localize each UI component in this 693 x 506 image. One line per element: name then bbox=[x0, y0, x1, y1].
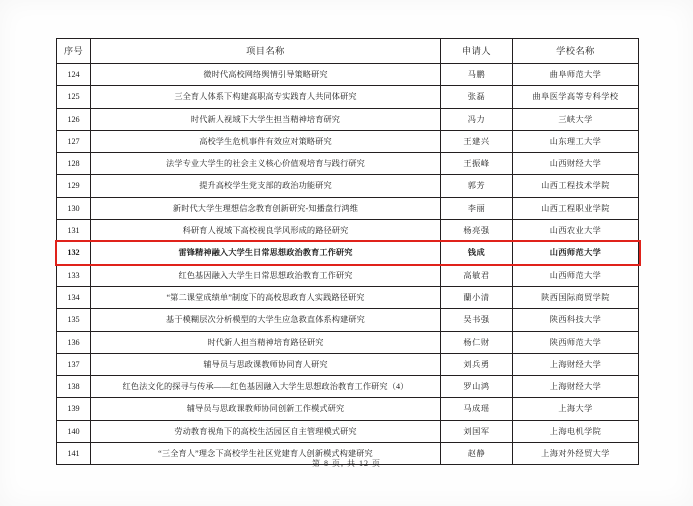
table-row bbox=[57, 376, 639, 398]
cell-school: 三峡大学 bbox=[513, 108, 639, 130]
cell-applicant: 李丽 bbox=[441, 197, 513, 219]
cell-school: 陕西国际商贸学院 bbox=[513, 286, 639, 308]
cell-school: 山西财经大学 bbox=[513, 153, 639, 175]
cell-school: 上海大学 bbox=[513, 398, 639, 420]
cell-project-name: 高校学生危机事件有效应对策略研究 bbox=[91, 130, 441, 152]
cell-school: 曲阜师范大学 bbox=[513, 64, 639, 86]
cell-applicant: 王建兴 bbox=[441, 130, 513, 152]
cell-applicant: 杨亮强 bbox=[441, 220, 513, 242]
table-header-row bbox=[57, 39, 639, 64]
project-list-table bbox=[56, 38, 639, 465]
cell-project-name: 劳动教育视角下的高校生活园区自主管理模式研究 bbox=[91, 420, 441, 442]
cell-school: 上海财经大学 bbox=[513, 376, 639, 398]
column-header-school: 学校名称 bbox=[513, 39, 639, 64]
cell-applicant: 刘兵勇 bbox=[441, 353, 513, 375]
cell-no: 132 bbox=[57, 242, 91, 264]
cell-project-name: 时代新人担当精神培育路径研究 bbox=[91, 331, 441, 353]
table-row bbox=[57, 420, 639, 442]
cell-no: 128 bbox=[57, 153, 91, 175]
cell-school: 上海财经大学 bbox=[513, 353, 639, 375]
cell-school: 曲阜医学高等专科学校 bbox=[513, 86, 639, 108]
cell-applicant: 刘国军 bbox=[441, 420, 513, 442]
cell-project-name: 辅导员与思政课教师协同创新工作模式研究 bbox=[91, 398, 441, 420]
table-row bbox=[57, 398, 639, 420]
cell-no: 136 bbox=[57, 331, 91, 353]
cell-applicant: 王振峰 bbox=[441, 153, 513, 175]
cell-school: 陕西科技大学 bbox=[513, 309, 639, 331]
cell-applicant: 郭芳 bbox=[441, 175, 513, 197]
cell-school: 山西工程技术学院 bbox=[513, 175, 639, 197]
cell-no: 141 bbox=[57, 443, 91, 465]
cell-no: 138 bbox=[57, 376, 91, 398]
cell-project-name: 三全育人体系下构建高职高专实践育人共同体研究 bbox=[91, 86, 441, 108]
table-row bbox=[57, 108, 639, 130]
cell-applicant: 吴书强 bbox=[441, 309, 513, 331]
cell-project-name: 时代新人视域下大学生担当精神培育研究 bbox=[91, 108, 441, 130]
column-header-project-name: 项目名称 bbox=[91, 39, 441, 64]
table-row bbox=[57, 130, 639, 152]
cell-no: 139 bbox=[57, 398, 91, 420]
cell-no: 133 bbox=[57, 264, 91, 286]
cell-no: 140 bbox=[57, 420, 91, 442]
cell-project-name: “三全育人”理念下高校学生社区党建育人创新模式构建研究 bbox=[91, 443, 441, 465]
cell-project-name: 红色基因融入大学生日常思想政治教育工作研究 bbox=[91, 264, 441, 286]
cell-school: 山西师范大学 bbox=[513, 242, 639, 264]
table-row bbox=[57, 353, 639, 375]
cell-school: 山东理工大学 bbox=[513, 130, 639, 152]
cell-applicant: 杨仁财 bbox=[441, 331, 513, 353]
table-row bbox=[57, 264, 639, 286]
table-row bbox=[57, 331, 639, 353]
cell-project-name: 辅导员与思政课教师协同育人研究 bbox=[91, 353, 441, 375]
cell-school: 上海电机学院 bbox=[513, 420, 639, 442]
column-header-applicant: 申请人 bbox=[441, 39, 513, 64]
cell-school: 陕西师范大学 bbox=[513, 331, 639, 353]
cell-school: 山西师范大学 bbox=[513, 264, 639, 286]
cell-project-name: 新时代大学生理想信念教育创新研究-知播盘行鸿维 bbox=[91, 197, 441, 219]
cell-no: 131 bbox=[57, 220, 91, 242]
cell-applicant: 马成瑶 bbox=[441, 398, 513, 420]
table-header bbox=[57, 39, 639, 64]
cell-project-name: 红色法文化的探寻与传承——红色基因融入大学生思想政治教育工作研究（4） bbox=[91, 376, 441, 398]
cell-no: 129 bbox=[57, 175, 91, 197]
cell-no: 137 bbox=[57, 353, 91, 375]
cell-no: 130 bbox=[57, 197, 91, 219]
table-row-highlighted bbox=[57, 242, 639, 264]
cell-project-name: 微时代高校网络舆情引导策略研究 bbox=[91, 64, 441, 86]
cell-no: 134 bbox=[57, 286, 91, 308]
table-row bbox=[57, 286, 639, 308]
table-row bbox=[57, 220, 639, 242]
cell-school: 山西工程职业学院 bbox=[513, 197, 639, 219]
cell-project-name: 基于模糊层次分析模型的大学生应急救直体系构建研究 bbox=[91, 309, 441, 331]
table-row bbox=[57, 197, 639, 219]
table-container bbox=[56, 38, 638, 465]
table-row bbox=[57, 153, 639, 175]
table-row bbox=[57, 309, 639, 331]
cell-no: 135 bbox=[57, 309, 91, 331]
cell-no: 125 bbox=[57, 86, 91, 108]
cell-applicant: 高敏君 bbox=[441, 264, 513, 286]
column-header-no: 序号 bbox=[57, 39, 91, 64]
cell-no: 127 bbox=[57, 130, 91, 152]
cell-applicant: 赵静 bbox=[441, 443, 513, 465]
cell-applicant: 冯力 bbox=[441, 108, 513, 130]
cell-project-name: 提升高校学生党支部的政治功能研究 bbox=[91, 175, 441, 197]
cell-applicant: 马鹏 bbox=[441, 64, 513, 86]
cell-school: 上海对外经贸大学 bbox=[513, 443, 639, 465]
cell-applicant: 蘭小清 bbox=[441, 286, 513, 308]
cell-applicant: 罗山鸿 bbox=[441, 376, 513, 398]
cell-project-name: 法学专业大学生的社会主义核心价值观培育与践行研究 bbox=[91, 153, 441, 175]
cell-project-name: 科研育人视域下高校视良学风形成的路径研究 bbox=[91, 220, 441, 242]
cell-school: 山西农业大学 bbox=[513, 220, 639, 242]
page-footer: 第 8 页, 共 12 页 bbox=[312, 459, 381, 468]
table-body bbox=[57, 64, 639, 465]
table-row bbox=[57, 64, 639, 86]
table-row bbox=[57, 175, 639, 197]
cell-applicant: 张磊 bbox=[441, 86, 513, 108]
cell-project-name: “第二课堂成绩单”制度下的高校思政育人实践路径研究 bbox=[91, 286, 441, 308]
table-row bbox=[57, 86, 639, 108]
cell-applicant: 钱成 bbox=[441, 242, 513, 264]
cell-project-name: 雷锋精神融入大学生日常思想政治教育工作研究 bbox=[91, 242, 441, 264]
cell-no: 124 bbox=[57, 64, 91, 86]
cell-no: 126 bbox=[57, 108, 91, 130]
